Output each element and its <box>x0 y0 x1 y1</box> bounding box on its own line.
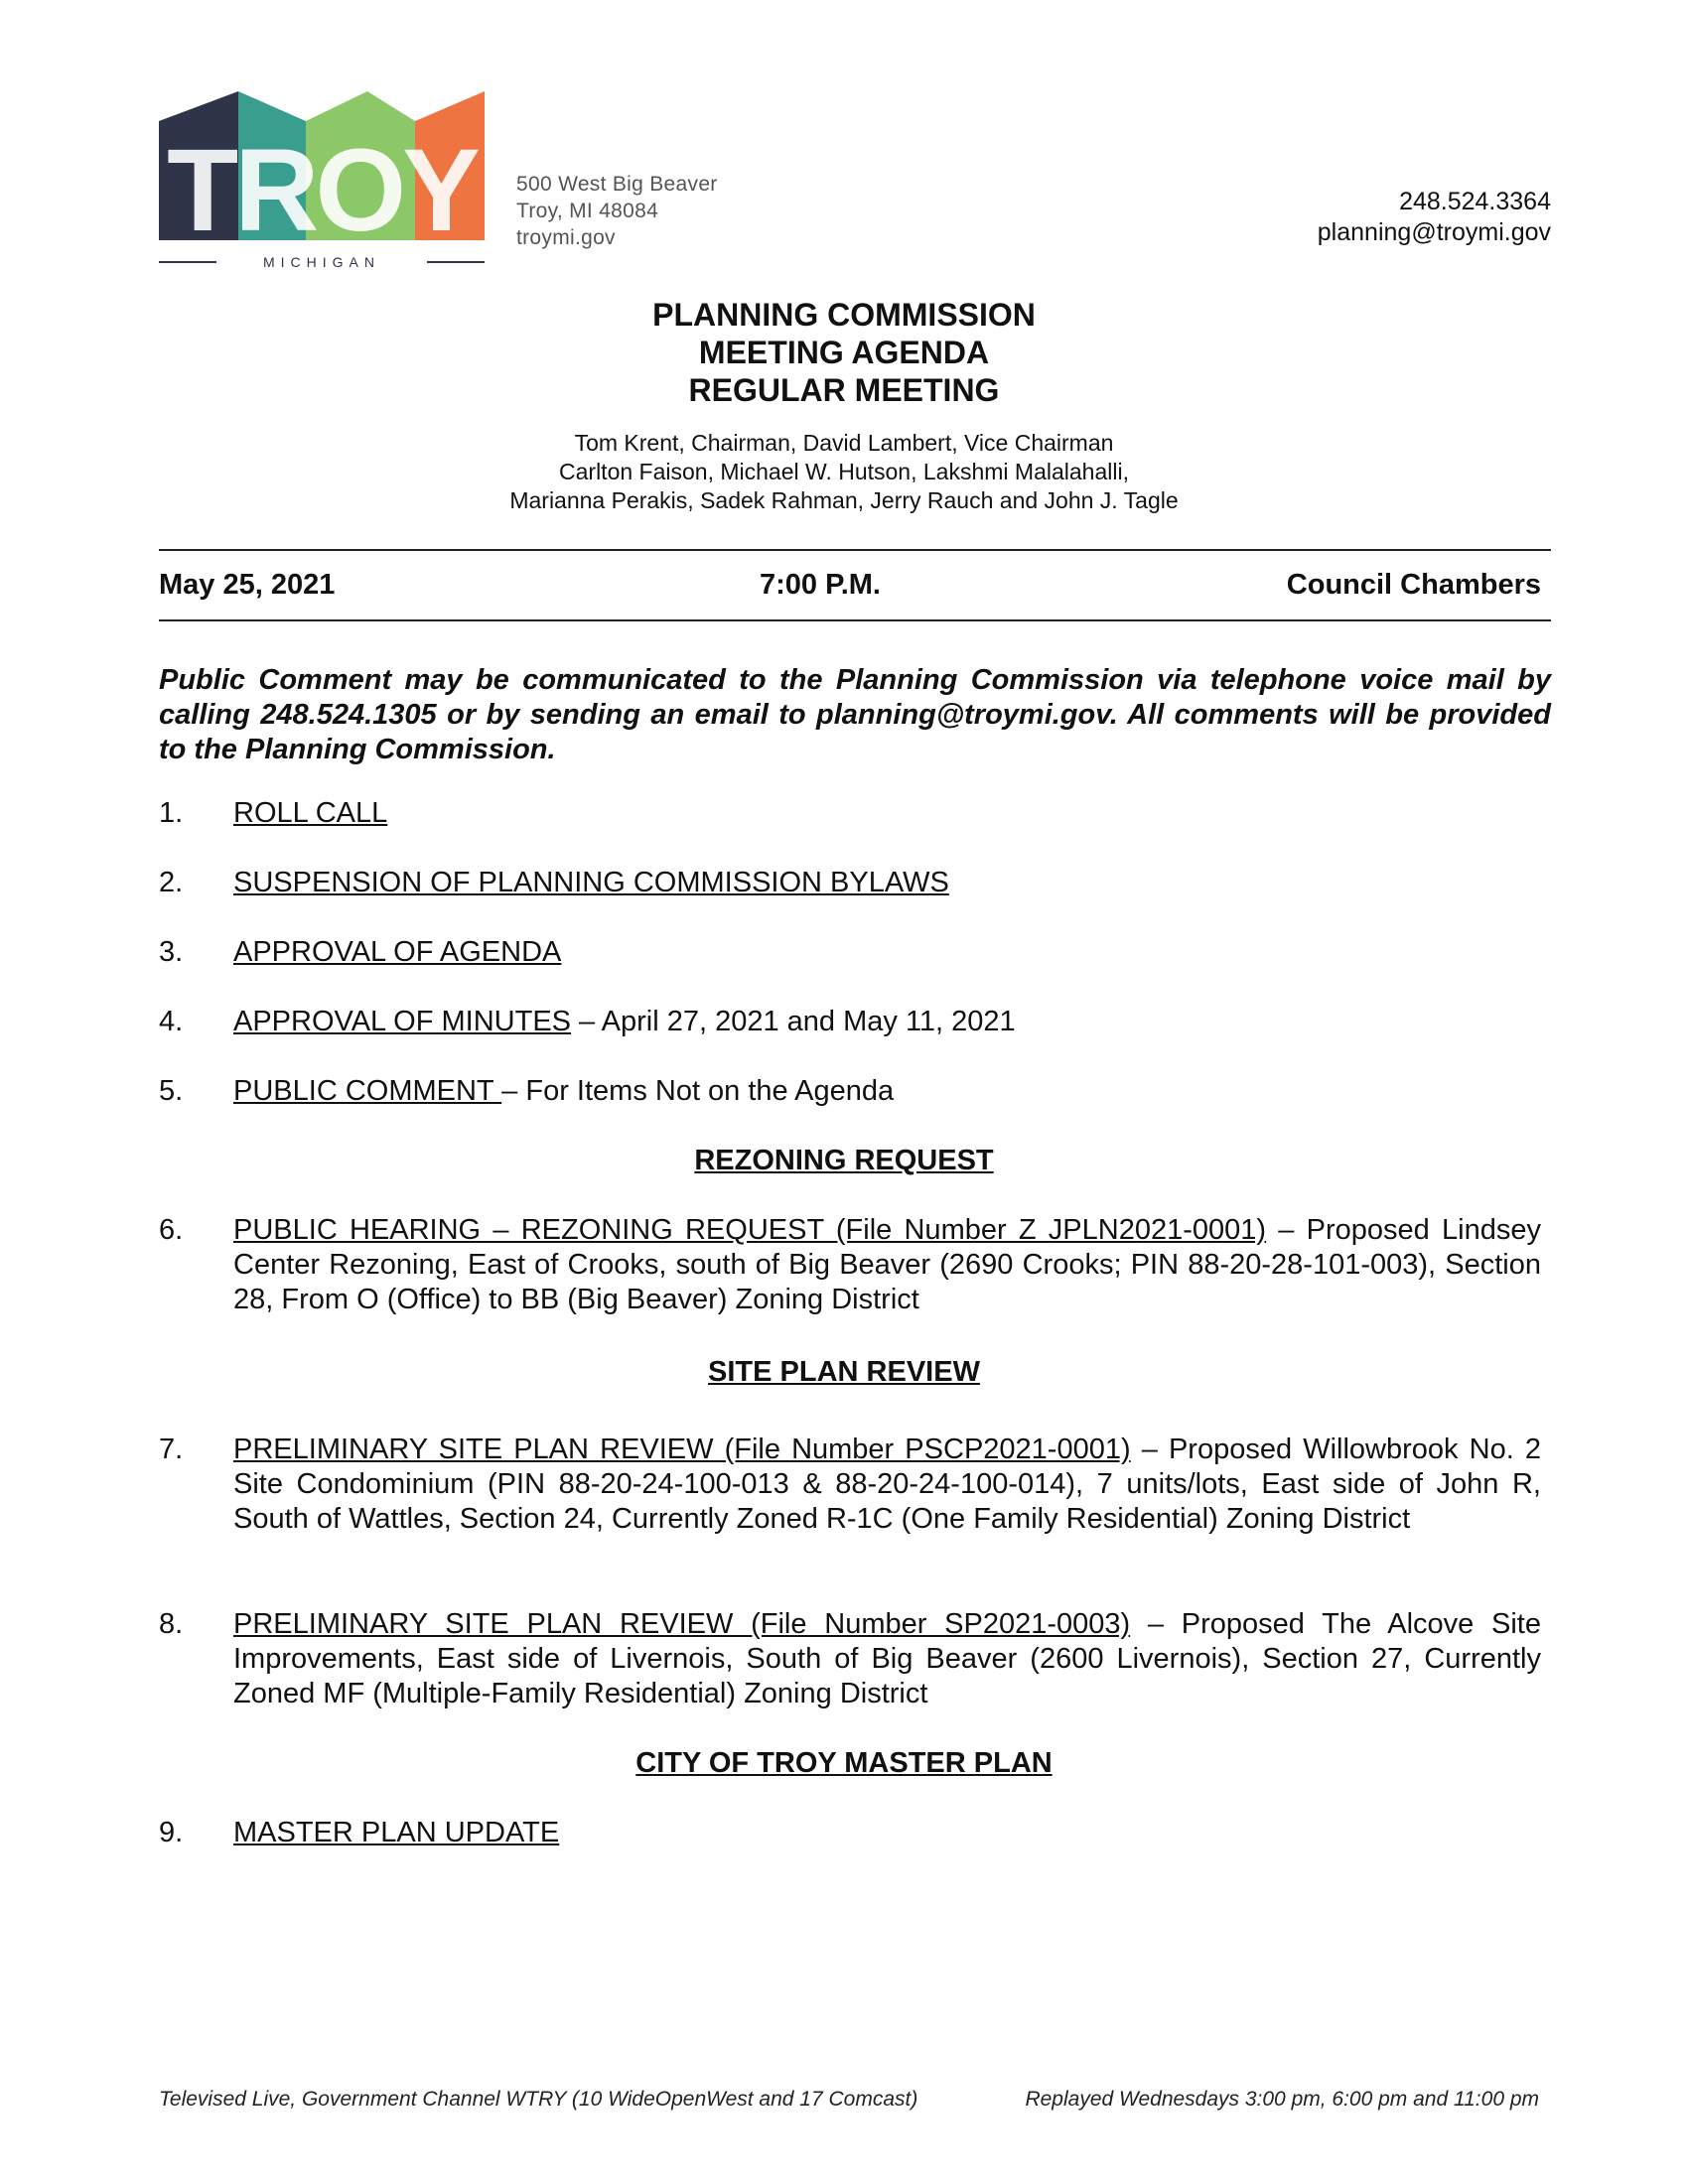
item-detail: – Proposed Lindsey Center Rezoning, East of Crooks, south of Big Beaver (2690 Crooks; PIN 88-20-28-101-003), Section 28, From O (Office) to BB (Big Beaver) Zoning District <box>233 1214 1541 1315</box>
agenda-item <box>159 1433 1541 1537</box>
agenda-item <box>159 796 1541 831</box>
address-city: Troy, MI 48084 <box>516 200 659 222</box>
members-line-3: Marianna Perakis, Sadek Rahman, Jerry Rauch and John J. Tagle <box>509 487 1179 513</box>
item-detail: – Proposed Willowbrook No. 2 Site Condominium (PIN 88-20-24-100-013 & 88-20-24-100-014), 7 units/lots, East side of John R, South of Wattles, Section 24, Currently Zoned R-1C (One Family Residential) Zoning District <box>233 1433 1541 1535</box>
address-block <box>516 171 718 251</box>
item-number: 3. <box>159 936 184 968</box>
agenda-item <box>159 866 1541 900</box>
item-number: 6. <box>159 1214 184 1246</box>
members-line-2: Carlton Faison, Michael W. Hutson, Lakshmi Malalahalli, <box>559 459 1129 484</box>
agenda-item <box>159 1213 1541 1317</box>
address-website: troymi.gov <box>516 226 616 249</box>
contact-block <box>1318 187 1551 248</box>
meeting-location: Council Chambers <box>1286 569 1541 601</box>
meeting-time: 7:00 P.M. <box>760 569 881 601</box>
item-title: PRELIMINARY SITE PLAN REVIEW (File Number SP2021-0003) <box>233 1608 1131 1640</box>
agenda-item <box>159 1816 1541 1850</box>
agenda-item <box>159 1074 1541 1109</box>
item-title: SUSPENSION OF PLANNING COMMISSION BYLAWS <box>233 867 949 898</box>
title-line-1: PLANNING COMMISSION <box>652 297 1036 333</box>
item-title: APPROVAL OF AGENDA <box>233 936 562 968</box>
agenda-item <box>159 935 1541 970</box>
section-heading-master-plan: CITY OF TROY MASTER PLAN <box>635 1747 1053 1779</box>
item-detail: – Proposed The Alcove Site Improvements, East side of Livernois, South of Big Beaver (2600 Livernois), Section 27, Currently Zoned MF (Multiple-Family Residential) Zoning District <box>233 1608 1541 1709</box>
logo-subtext: MICHIGAN <box>263 254 380 270</box>
troy-logo <box>157 91 494 280</box>
item-number: 5. <box>159 1075 184 1107</box>
agenda-title <box>0 296 1688 409</box>
agenda-item <box>159 1005 1541 1039</box>
footer-broadcast-info: Televised Live, Government Channel WTRY (10 WideOpenWest and 17 Comcast) <box>159 2088 918 2111</box>
address-street: 500 West Big Beaver <box>516 173 718 196</box>
contact-phone: 248.524.3364 <box>1399 188 1551 215</box>
logo-wordmark: TROY <box>167 125 477 256</box>
contact-email[interactable]: planning@troymi.gov <box>1317 218 1551 246</box>
item-title: PRELIMINARY SITE PLAN REVIEW (File Number PSCP2021-0001) <box>233 1433 1131 1465</box>
item-number: 7. <box>159 1433 184 1465</box>
bottom-divider <box>159 619 1551 621</box>
item-title: PUBLIC HEARING – REZONING REQUEST (File Number Z JPLN2021-0001) <box>233 1214 1267 1246</box>
item-number: 2. <box>159 867 184 898</box>
members-line-1: Tom Krent, Chairman, David Lambert, Vice Chairman <box>574 430 1114 456</box>
item-detail: – April 27, 2021 and May 11, 2021 <box>571 1006 1016 1037</box>
item-number: 9. <box>159 1817 184 1848</box>
item-number: 1. <box>159 797 184 829</box>
commission-members <box>0 429 1688 515</box>
title-line-3: REGULAR MEETING <box>688 372 1000 408</box>
top-divider <box>159 549 1551 551</box>
item-title: MASTER PLAN UPDATE <box>233 1817 560 1848</box>
agenda-item <box>159 1607 1541 1711</box>
footer-replay-info: Replayed Wednesdays 3:00 pm, 6:00 pm and 11:00 pm <box>1025 2088 1539 2111</box>
item-detail: – For Items Not on the Agenda <box>501 1075 895 1107</box>
section-heading-rezoning: REZONING REQUEST <box>694 1145 994 1176</box>
public-comment-notice: Public Comment may be communicated to the Planning Commission via telephone voice mail by calling 248.524.1305 or by sending an email to planning@troymi.gov. All comments will be provided to the Planning Commission. <box>159 664 1551 765</box>
section-heading-site-plan: SITE PLAN REVIEW <box>708 1356 980 1388</box>
title-line-2: MEETING AGENDA <box>698 335 990 370</box>
meeting-date: May 25, 2021 <box>159 569 336 601</box>
item-number: 8. <box>159 1608 184 1640</box>
item-title: PUBLIC COMMENT <box>233 1075 502 1107</box>
item-title: ROLL CALL <box>233 797 388 829</box>
item-title: APPROVAL OF MINUTES <box>233 1006 571 1037</box>
item-number: 4. <box>159 1006 184 1037</box>
